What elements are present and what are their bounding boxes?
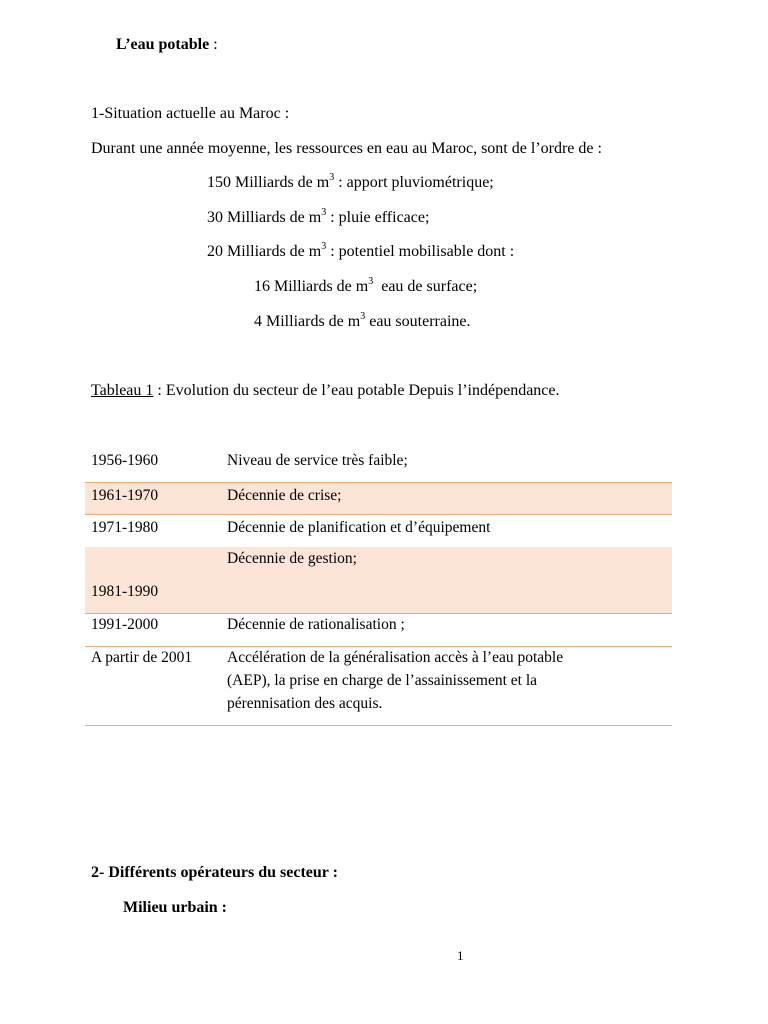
table-cell-period: 1991-2000 (91, 616, 159, 633)
table-cell-desc: Décennie de crise; (227, 487, 342, 504)
title-text: L’eau potable (116, 36, 210, 53)
table-row (85, 614, 672, 647)
resource-subitem-1: 16 Milliards de $m^3$ eau de surface; (254, 276, 478, 295)
page-number: 1 (457, 948, 464, 963)
document-title (116, 36, 218, 54)
section2-subheading: Milieu urbain : (123, 899, 228, 916)
resource-subitem-2: 4 Milliards de $m^3$ eau souterraine. (254, 311, 471, 330)
table-caption-label: Tableau 1 (91, 382, 154, 399)
resource-item-2: 30 Milliards de $m^3$ : pluie efficace; (207, 207, 430, 226)
table-row (85, 515, 672, 547)
table-caption-text: : Evolution du secteur de l’eau potable Depuis l’indépendance. (153, 382, 560, 399)
table-cell-desc-line: Accélération de la généralisation accès à l’eau potable (227, 649, 564, 666)
resource-item-1: 150 Milliards de $m^3$ : apport pluviométrique; (207, 172, 494, 191)
section2-heading: 2- Différents opérateurs du secteur : (91, 864, 338, 881)
table-cell-period: A partir de 2001 (91, 649, 193, 666)
table-cell-desc (227, 646, 563, 715)
table-cell-desc: Niveau de service très faible; (227, 452, 408, 469)
section1-intro: Durant une année moyenne, les ressources en eau au Maroc, sont de l’ordre de : (91, 140, 602, 157)
table-cell-desc-line: pérennisation des acquis. (227, 695, 383, 712)
table-row (85, 647, 672, 726)
evolution-table (85, 446, 672, 726)
table-cell-desc: Décennie de gestion; (227, 550, 357, 567)
title-suffix: : (209, 36, 218, 53)
table-cell-desc: Décennie de rationalisation ; (227, 616, 405, 633)
table-cell-period: 1961-1970 (91, 487, 159, 504)
resource-item-3: 20 Milliards de $m^3$ : potentiel mobilisable dont : (207, 241, 515, 260)
table-cell-period: 1971-1980 (91, 519, 159, 536)
table-row (85, 446, 672, 483)
table-cell-desc-line: (AEP), la prise en charge de l’assainissement et la (227, 672, 538, 689)
table-cell-desc: Décennie de planification et d’équipement (227, 519, 491, 536)
table-cell-period: 1956-1960 (91, 452, 159, 469)
section1-heading: 1-Situation actuelle au Maroc : (91, 105, 290, 122)
table-row (85, 483, 672, 515)
table-cell-period: 1981-1990 (91, 583, 159, 600)
table-row (85, 547, 672, 614)
table-caption (91, 382, 560, 400)
